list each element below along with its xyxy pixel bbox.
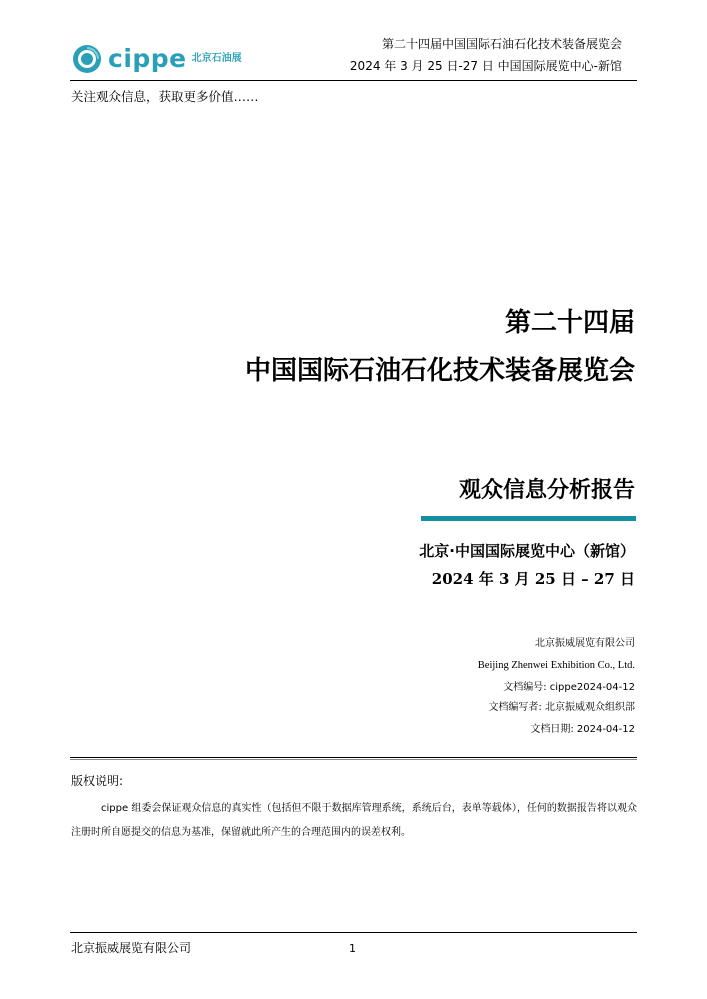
title-edition: 第二十四届 [504,308,635,338]
header-divider [70,80,637,81]
exhibition-dates: 2024 年 3 月 25 日 – 27 日 [431,570,635,588]
venue: 北京·中国国际展览中心（新馆） [419,542,635,560]
header-exhibition-date-venue: 2024 年 3 月 25 日-27 日 中国国际展览中心-新馆 [349,59,622,73]
document-author: 文档编写者: 北京振威观众组织部 [488,702,635,713]
follow-tagline: 关注观众信息，获取更多价值…… [71,89,259,104]
logo-word: cippe [108,44,187,73]
title-accent-bar [421,516,636,521]
header-exhibition-name: 第二十四届中国国际石油石化技术装备展览会 [381,37,622,51]
footer-divider [70,932,637,933]
logo-subtitle: 北京石油展 [191,53,242,64]
cippe-logo [72,41,242,77]
title-exhibition: 中国国际石油石化技术装备展览会 [244,356,635,386]
footer-company: 北京振威展览有限公司 [71,941,192,955]
section-divider [70,757,637,760]
cippe-logo-icon [72,44,102,74]
page-number: 1 [349,942,356,955]
report-title: 观众信息分析报告 [458,478,635,503]
document-date: 文档日期: 2024-04-12 [530,724,635,735]
copyright-heading: 版权说明: [71,774,124,788]
company-name-cn: 北京振威展览有限公司 [535,638,635,649]
company-name-en: Beijing Zhenwei Exhibition Co., Ltd. [477,660,635,671]
document-number: 文档编号: cippe2024-04-12 [503,682,635,693]
copyright-body: cippe 组委会保证观众信息的真实性（包括但不限于数据库管理系统，系统后台，表单等载体），任何的数据报告将以观众注册时所自愿提交的信息为基准，保留就此所产生的合理范围内的误差权利。 [71,803,637,838]
